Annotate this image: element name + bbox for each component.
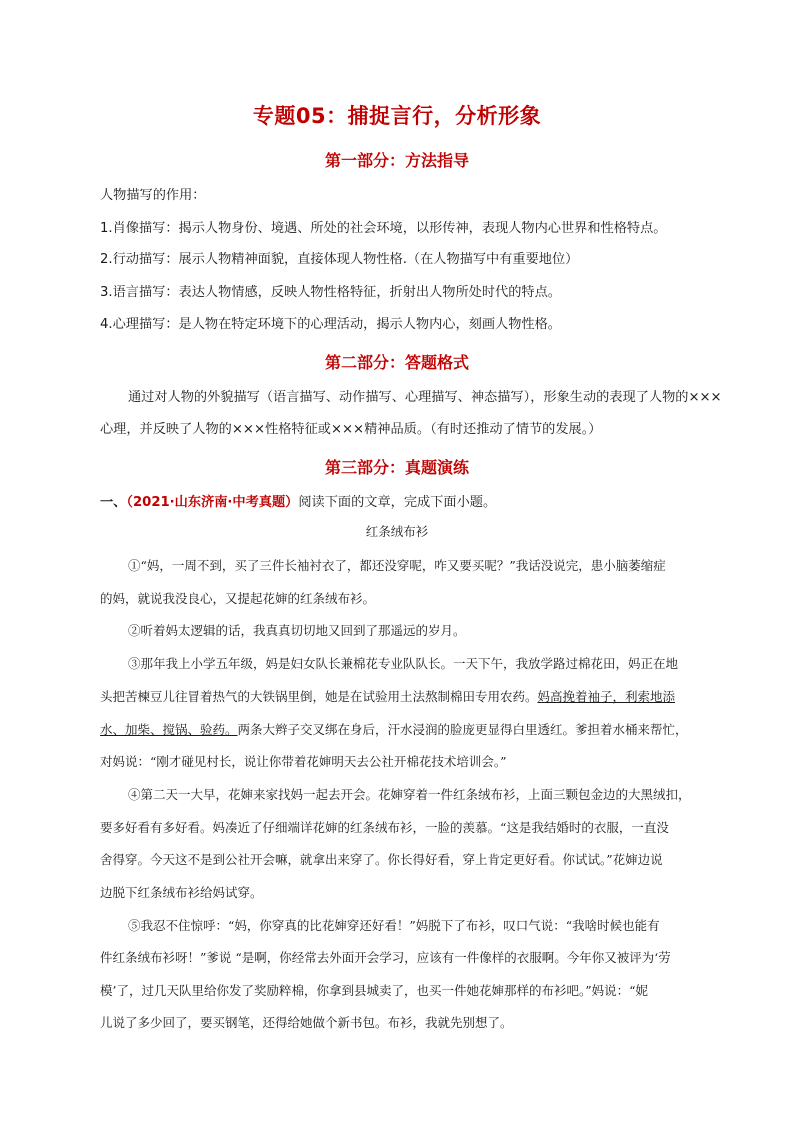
story-p3-line-2 [100, 687, 712, 707]
story-p2: ②听着妈太逻辑的话，我真真切切地又回到了那遥远的岁月。 [128, 623, 466, 638]
question-number: 一、 [100, 495, 127, 510]
methods-intro: 人物描写的作用： [100, 188, 206, 203]
story-p3-line-3 [100, 720, 712, 740]
section-heading-practice: 第三部分：真题演练 [324, 458, 469, 477]
question-line [100, 493, 700, 513]
underlined-sentence: 妈高挽着袖子，利索地添 [537, 689, 676, 704]
section-heading-format: 第二部分：答题格式 [324, 353, 469, 372]
format-line-2: 心理，并反映了人物的×××性格特征或×××精神品质。（有时还推动了情节的发展。） [100, 422, 602, 437]
story-p4-line-3: 舍得穿。今天这不是到公社开会嘛，就拿出来穿了。你长得好看，穿上肯定更好看。你试试。”花婶边说 [100, 852, 663, 867]
story-p1-line-2: 的妈，就说我没良心，又提起花婶的红条绒布衫。 [100, 591, 376, 606]
story-p5-line-1: ⑤我忍不住惊呼：“妈，你穿真的比花婶穿还好看！”妈脱下了布衫，叹口气说：“我啥时候也能有 [128, 918, 660, 933]
story-p5-line-3: 模’了，过几天队里给你发了奖励粹棉，你拿到县城卖了，也买一件她花婶那样的布衫吧。”妈说：“妮 [100, 983, 649, 998]
underlined-sentence-end: 水、加柴、搅锅、验药。 [100, 722, 238, 737]
story-p1-line-1: ①“妈，一周不到，买了三件长袖衬衣了，都还没穿呢，咋又要买呢？”我话没说完，患小脑萎缩症 [128, 558, 666, 573]
story-p3-text: 头把苦楝豆儿往冒着热气的大铁锅里倒，她是在试验用土法熬制棉田专用农药。 [100, 689, 538, 704]
story-p4-line-1: ④第二天一大早，花婶来家找妈一起去开会。花婶穿着一件红条绒布衫，上面三颗包金边的大黑绒扣， [128, 787, 691, 802]
story-p3-line-1: ③那年我上小学五年级，妈是妇女队长兼棉花专业队队长。一天下午，我放学路过棉花田，妈正在地 [128, 656, 679, 671]
methods-item-psychology: 4.心理描写：是人物在特定环境下的心理活动，揭示人物内心，刻画人物性格。 [100, 317, 561, 332]
story-p4-line-4: 边脱下红条绒布衫给妈试穿。 [100, 885, 263, 900]
methods-item-portrait: 1.肖像描写：揭示人物身份、境遇、所处的社会环境，以形传神，表现人物内心世界和性格特点。 [100, 221, 667, 236]
question-instruction: 阅读下面的文章，完成下面小题。 [298, 495, 497, 510]
section-heading-methods: 第一部分：方法指导 [324, 151, 469, 170]
story-p3-text-2: 两条大辫子交叉绑在身后，汗水浸润的脸庞更显得白里透红。爹担着水桶来帮忙， [237, 722, 688, 737]
format-line-1: 通过对人物的外貌描写（语言描写、动作描写、心理描写、神态描写），形象生动的表现了人物的××× [128, 390, 722, 405]
methods-item-speech: 3.语言描写：表达人物情感，反映人物性格特征，折射出人物所处时代的特点。 [100, 285, 561, 300]
page-title: 专题05：捕捉言行，分析形象 [252, 104, 542, 128]
story-p3-line-4: 对妈说：“刚才碰见村长，说让你带着花婶明天去公社开棉花技术培训会。” [100, 754, 507, 769]
story-title: 红条绒布衫 [365, 524, 429, 539]
question-source: （2021·山东济南·中考真题） [126, 495, 299, 510]
story-p4-line-2: 要多好看有多好看。妈凑近了仔细端详花婶的红条绒布衫，一脸的羡慕。“这是我结婚时的衣服，一直没 [100, 820, 669, 835]
methods-item-action: 2.行动描写：展示人物精神面貌，直接体现人物性格.（在人物描写中有重要地位） [100, 252, 579, 267]
story-p5-line-4: 儿说了多少回了，要买钢笔，还得给她做个新书包。布衫，我就先别想了。 [100, 1015, 513, 1030]
story-p5-line-2: 件红条绒布衫呀！”爹说 “是啊，你经常去外面开会学习，应该有一件像样的衣服啊。今年你又被评为‘劳 [100, 950, 671, 965]
